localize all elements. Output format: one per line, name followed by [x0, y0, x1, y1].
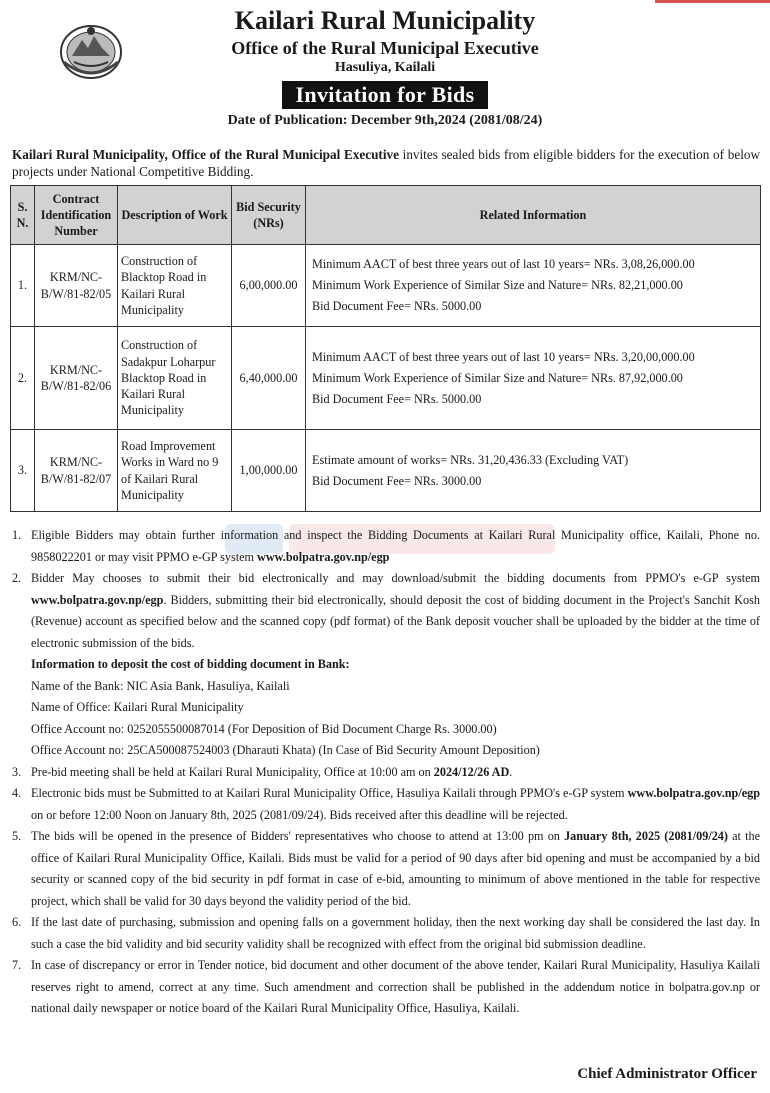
- opening-date: January 8th, 2025 (2081/09/24): [564, 829, 728, 843]
- cell-bid-security: 6,40,000.00: [232, 327, 306, 430]
- note-item-6: [12, 912, 760, 955]
- note-number: 1.: [12, 528, 22, 542]
- note-item-2: [12, 568, 760, 654]
- header-sn: S. N.: [11, 186, 35, 245]
- info-line: Bid Document Fee= NRs. 5000.00: [312, 391, 482, 406]
- egp-link[interactable]: www.bolpatra.gov.np/egp: [257, 549, 390, 564]
- note-number: 4.: [12, 786, 22, 800]
- info-line: Minimum AACT of best three years out of last 10 years= NRs. 3,08,26,000.00: [312, 257, 695, 271]
- info-line: Estimate amount of works= NRs. 31,20,436.33 (Excluding VAT): [312, 452, 629, 467]
- note-text: Pre-bid meeting shall be held at Kailari Rural Municipality, Office at 10:00 am on: [31, 764, 434, 779]
- signature-title: Chief Administrator Officer: [577, 1066, 757, 1082]
- note-text: at the office of Kailari Rural Municipality Office, Kailali. Bids must be valid for a period of 90 days after bid opening and must be accompanied by a bid security or scanned copy of the bid security in pdf format in case of e-bid, amounting to minimum of above mentioned in the table for respective project, which shall be valid for 30 days beyond the validity period of the bid.: [31, 829, 760, 908]
- office-address: Hasuliya, Kailali: [334, 60, 436, 75]
- cell-description: Construction of Blacktop Road in Kailari Rural Municipality: [118, 245, 232, 327]
- bank-info-line: Name of Office: Kailari Rural Municipality: [31, 700, 244, 714]
- bank-info-line: Office Account no: 25CA500087524003 (Dharauti Khata) (In Case of Bid Security Amount Deposition): [31, 743, 540, 757]
- note-text: If the last date of purchasing, submission and opening falls on a government holiday, then the next working day shall be considered the last day. In such a case the bid validity and bid security validity shall be recognized with effect from the original bid submission deadline.: [31, 915, 760, 951]
- municipality-title: Kailari Rural Municipality: [234, 6, 536, 35]
- note-text: . Bidders, submitting their bid electronically, should deposit the cost of bidding document in the Project's Sanchit Kosh (Revenue) account as specified below and the scanned copy (pdf format) of the Bank deposit voucher shall be uploaded by the bidder at the time of electronic submission of the bids.: [31, 592, 760, 650]
- intro-text: invites sealed bids from eligible bidders for the execution of below projects under National Competitive Bidding.: [12, 147, 760, 179]
- header-contract-id: Contract Identification Number: [35, 186, 118, 245]
- header-bid-security: Bid Security (NRs): [232, 186, 306, 245]
- cell-related-info: [306, 430, 761, 512]
- note-item-4: [12, 783, 760, 826]
- info-line: Bid Document Fee= NRs. 3000.00: [312, 473, 482, 488]
- note-number: 7.: [12, 958, 22, 972]
- egp-link[interactable]: www.bolpatra.gov.np/egp: [31, 592, 164, 607]
- cell-description: Road Improvement Works in Ward no 9 of Kailari Rural Municipality: [118, 430, 232, 512]
- bank-info-line: Name of the Bank: NIC Asia Bank, Hasuliya, Kailali: [31, 678, 290, 693]
- bank-info-line: Office Account no: 0252055500087014 (For Deposition of Bid Document Charge Rs. 3000.00): [31, 721, 497, 736]
- invitation-banner: Invitation for Bids: [282, 81, 489, 109]
- bank-info-block: [12, 654, 760, 762]
- cell-sn: 3.: [11, 430, 35, 512]
- note-text: The bids will be opened in the presence of Bidders' representatives who choose to attend at 13:00 pm on: [31, 829, 565, 843]
- bank-info-title: Information to deposit the cost of bidding document in Bank:: [31, 657, 350, 671]
- cell-bid-security: 6,00,000.00: [232, 245, 306, 327]
- top-accent-bar: [655, 0, 770, 3]
- egp-link[interactable]: www.bolpatra.gov.np/egp: [627, 786, 760, 800]
- prebid-date: 2024/12/26 AD: [433, 764, 510, 779]
- info-line: Minimum AACT of best three years out of last 10 years= NRs. 3,20,00,000.00: [312, 349, 695, 364]
- publication-date: Date of Publication: December 9th,2024 (2081/08/24): [227, 113, 543, 128]
- info-line: Bid Document Fee= NRs. 5000.00: [312, 299, 482, 313]
- note-text: Bidder May chooses to submit their bid electronically and may download/submit the bidding documents from PPMO's e-GP system: [31, 571, 760, 585]
- bids-table: [10, 185, 761, 512]
- info-line: Minimum Work Experience of Similar Size and Nature= NRs. 82,21,000.00: [312, 278, 683, 292]
- table-row: [11, 327, 761, 430]
- cell-contract-id: KRM/NC-B/W/81-82/06: [35, 327, 118, 430]
- table-header-row: [11, 186, 761, 245]
- header-description: Description of Work: [118, 186, 232, 245]
- info-line: Minimum Work Experience of Similar Size and Nature= NRs. 87,92,000.00: [312, 370, 683, 385]
- note-item-5: [12, 826, 760, 912]
- notice-header: [0, 6, 770, 130]
- office-subtitle: Office of the Rural Municipal Executive: [231, 38, 539, 58]
- cell-contract-id: KRM/NC-B/W/81-82/05: [35, 245, 118, 327]
- cell-description: Construction of Sadakpur Loharpur Blacktop Road in Kailari Rural Municipality: [118, 327, 232, 430]
- cell-related-info: [306, 327, 761, 430]
- note-item-7: [12, 955, 760, 1020]
- note-number: 6.: [12, 915, 22, 929]
- table-row: [11, 245, 761, 327]
- cell-contract-id: KRM/NC-B/W/81-82/07: [35, 430, 118, 512]
- cell-related-info: [306, 245, 761, 327]
- header-related-info: Related Information: [306, 186, 761, 245]
- note-text: Electronic bids must be Submitted to at Kailari Rural Municipality Office, Hasuliya Kailali through PPMO's e-GP system: [31, 786, 628, 800]
- note-number: 5.: [12, 829, 22, 843]
- note-text: In case of discrepancy or error in Tender notice, bid document and other document of the above tender, Kailari Rural Municipality, Hasuliya Kailali reserves right to amend, correct at any time. Such amendment and correction shall be published in the addendum notice in bolpatra.gov.np or national daily newspaper or notice board of the Kailari Rural Municipality Office, Hasuliya, Kailali.: [31, 958, 760, 1015]
- table-row: [11, 430, 761, 512]
- note-item-3: [12, 762, 760, 784]
- note-number: 2.: [12, 571, 22, 585]
- note-text: on or before 12:00 Noon on January 8th, 2025 (2081/09/24). Bids received after this deadline will be rejected.: [31, 807, 568, 822]
- cell-sn: 1.: [11, 245, 35, 327]
- notes-list: [12, 525, 760, 1020]
- note-text: Eligible Bidders may obtain further information and inspect the Bidding Documents at Kailari Rural Municipality office, Kailali, Phone no. 9858022201 or may visit PPMO e-GP system: [31, 528, 760, 564]
- intro-bold: Kailari Rural Municipality, Office of the Rural Municipal Executive: [12, 147, 399, 162]
- intro-paragraph: [12, 146, 760, 180]
- note-item-1: [12, 525, 760, 568]
- note-text: .: [509, 764, 513, 779]
- note-number: 3.: [12, 764, 22, 779]
- cell-sn: 2.: [11, 327, 35, 430]
- cell-bid-security: 1,00,000.00: [232, 430, 306, 512]
